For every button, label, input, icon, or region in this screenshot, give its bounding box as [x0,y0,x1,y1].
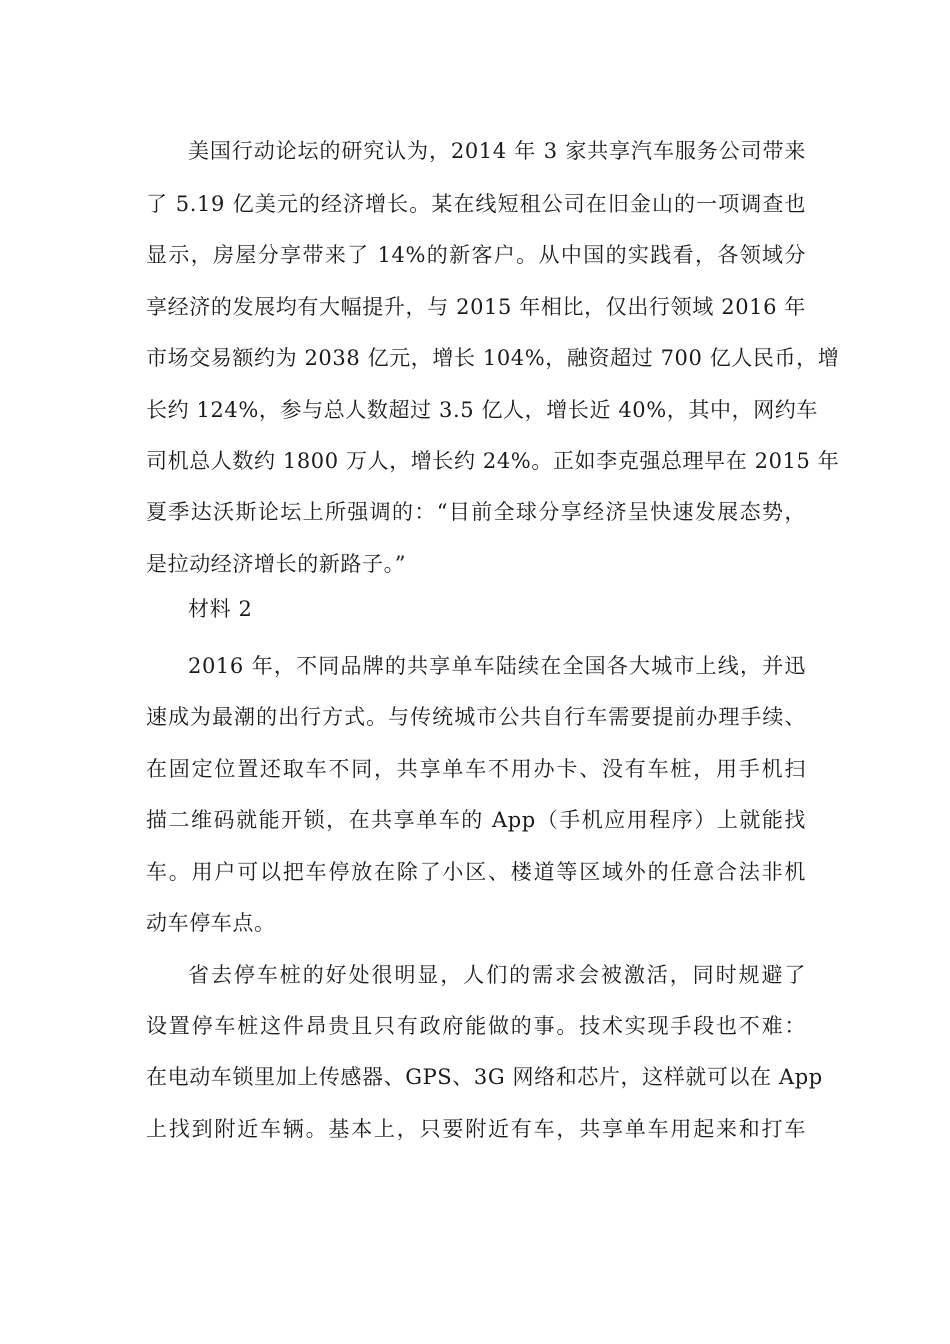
paragraph-1-line-5: 市场交易额约为 2038 亿元，增长 104%，融资超过 700 亿人民币，增 [146,346,840,370]
paragraph-1-line-6: 长约 124%，参与总人数超过 3.5 亿人，增长近 40%，其中，网约车 [146,398,819,422]
paragraph-2-line-3: 在固定位置还取车不同，共享单车不用办卡、没有车桩，用手机扫 [146,757,806,781]
paragraph-2-line-2: 速成为最潮的出行方式。与传统城市公共自行车需要提前办理手续、 [146,705,806,729]
paragraph-1-line-8: 夏季达沃斯论坛上所强调的：“目前全球分享经济呈快速发展态势， [146,500,806,524]
paragraph-2-line-5: 车。用户可以把车停放在除了小区、楼道等区域外的任意合法非机 [146,860,806,884]
paragraph-3-line-1: 省去停车桩的好处很明显，人们的需求会被激活，同时规避了 [188,963,806,987]
paragraph-2-line-1: 2016 年，不同品牌的共享单车陆续在全国各大城市上线，并迅 [188,654,806,678]
paragraph-3-line-2: 设置停车桩这件昂贵且只有政府能做的事。技术实现手段也不难： [146,1014,806,1038]
paragraph-1-line-9: 是拉动经济增长的新路子。” [146,552,407,576]
paragraph-3-line-3: 在电动车锁里加上传感器、GPS、3G 网络和芯片，这样就可以在 App [146,1065,823,1089]
paragraph-1-line-3: 显示，房屋分享带来了 14%的新客户。从中国的实践看，各领域分 [146,243,806,267]
paragraph-1-line-7: 司机总人数约 1800 万人，增长约 24%。正如李克强总理早在 2015 年 [146,449,840,473]
paragraph-3-line-4: 上找到附近车辆。基本上，只要附近有车，共享单车用起来和打车 [146,1117,806,1141]
paragraph-1-line-2: 了 5.19 亿美元的经济增长。某在线短租公司在旧金山的一项调查也 [146,192,806,216]
paragraph-1-line-4: 享经济的发展均有大幅提升，与 2015 年相比，仅出行领域 2016 年 [146,295,806,319]
section-heading: 材料 2 [188,597,253,621]
paragraph-1-line-1: 美国行动论坛的研究认为，2014 年 3 家共享汽车服务公司带来 [188,139,806,163]
paragraph-2-line-6: 动车停车点。 [146,911,276,935]
paragraph-2-line-4: 描二维码就能开锁，在共享单车的 App（手机应用程序）上就能找 [146,808,806,832]
